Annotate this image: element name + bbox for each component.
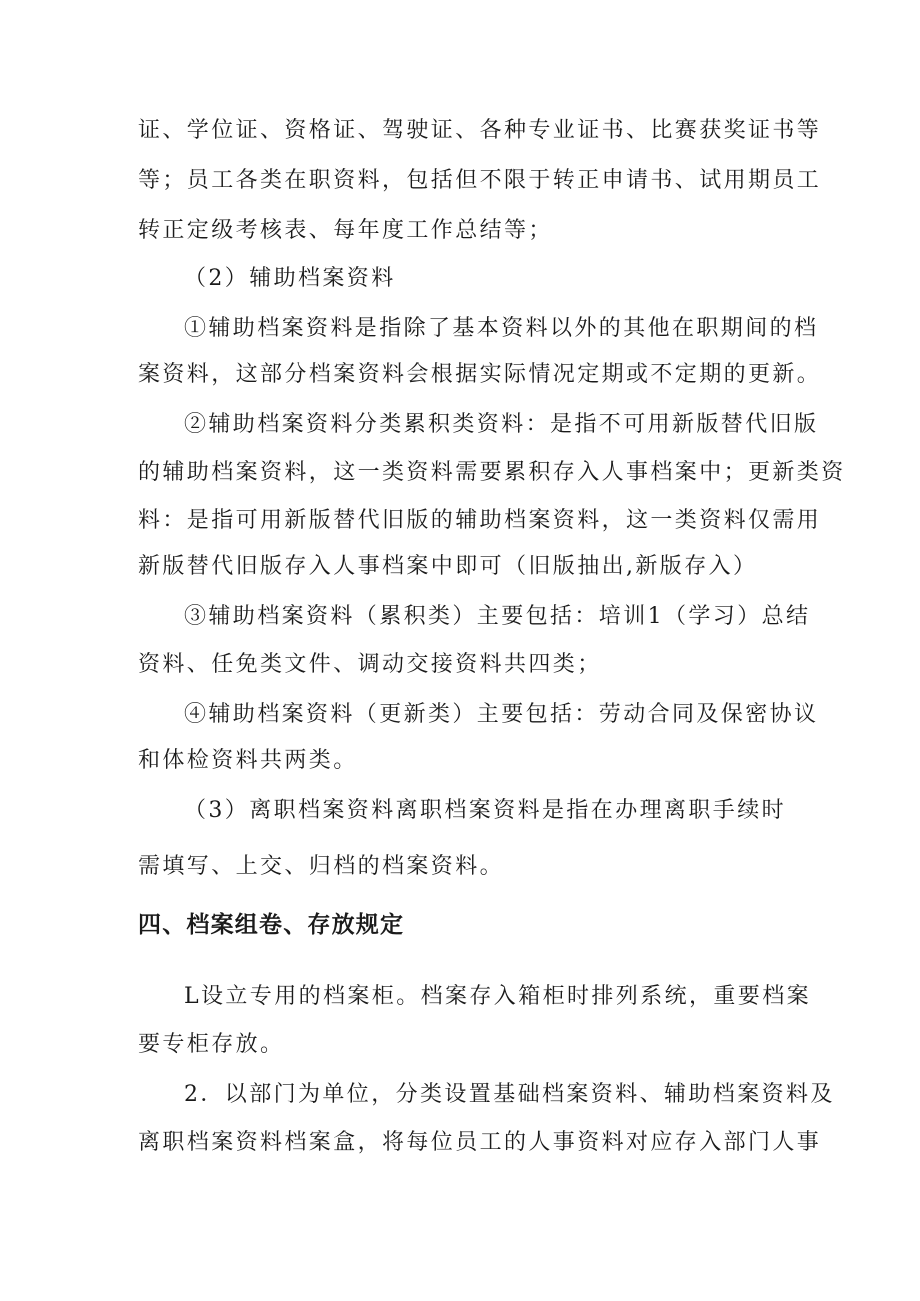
subheading-auxiliary-archives: （2）辅助档案资料 xyxy=(184,266,396,291)
paragraph-line: ④辅助档案资料（更新类）主要包括：劳动合同及保密协议 xyxy=(184,702,819,727)
paragraph-line: 新版替代旧版存入人事档案中即可（旧版抽出,新版存入） xyxy=(138,554,758,579)
paragraph-line: 料：是指可用新版替代旧版的辅助档案资料，这一类资料仅需用 xyxy=(138,508,822,533)
paragraph-line: 案资料，这部分档案资料会根据实际情况定期或不定期的更新。 xyxy=(138,362,822,387)
paragraph-line: 需填写、上交、归档的档案资料。 xyxy=(138,854,505,879)
paragraph-line: 证、学位证、资格证、驾驶证、各种专业证书、比赛获奖证书等 xyxy=(138,118,822,143)
paragraph-line: 等；员工各类在职资料，包括但不限于转正申请书、试用期员工 xyxy=(138,168,822,193)
paragraph-line: L设立专用的档案柜。档案存入箱柜时排列系统，重要档案 xyxy=(184,984,812,1009)
paragraph-line: ①辅助档案资料是指除了基本资料以外的其他在职期间的档 xyxy=(184,316,819,341)
paragraph-line: 的辅助档案资料，这一类资料需要累积存入人事档案中；更新类资 xyxy=(138,460,846,485)
section-heading: 四、档案组卷、存放规定 xyxy=(138,912,405,938)
paragraph-line: ③辅助档案资料（累积类）主要包括：培训1（学习）总结 xyxy=(184,604,811,629)
paragraph-line: ②辅助档案资料分类累积类资料：是指不可用新版替代旧版 xyxy=(184,412,819,437)
paragraph-line: 2．以部门为单位，分类设置基础档案资料、辅助档案资料及 xyxy=(184,1082,835,1107)
paragraph-line: 离职档案资料档案盒，将每位员工的人事资料对应存入部门人事 xyxy=(138,1130,822,1155)
paragraph-line: 转正定级考核表、每年度工作总结等； xyxy=(138,218,553,243)
paragraph-line: 资料、任免类文件、调动交接资料共四类； xyxy=(138,652,602,677)
subheading-resignation-archives: （3）离职档案资料离职档案资料是指在办理离职手续时 xyxy=(184,798,786,823)
paragraph-line: 和体检资料共两类。 xyxy=(138,748,358,773)
paragraph-line: 要专柜存放。 xyxy=(138,1032,285,1057)
